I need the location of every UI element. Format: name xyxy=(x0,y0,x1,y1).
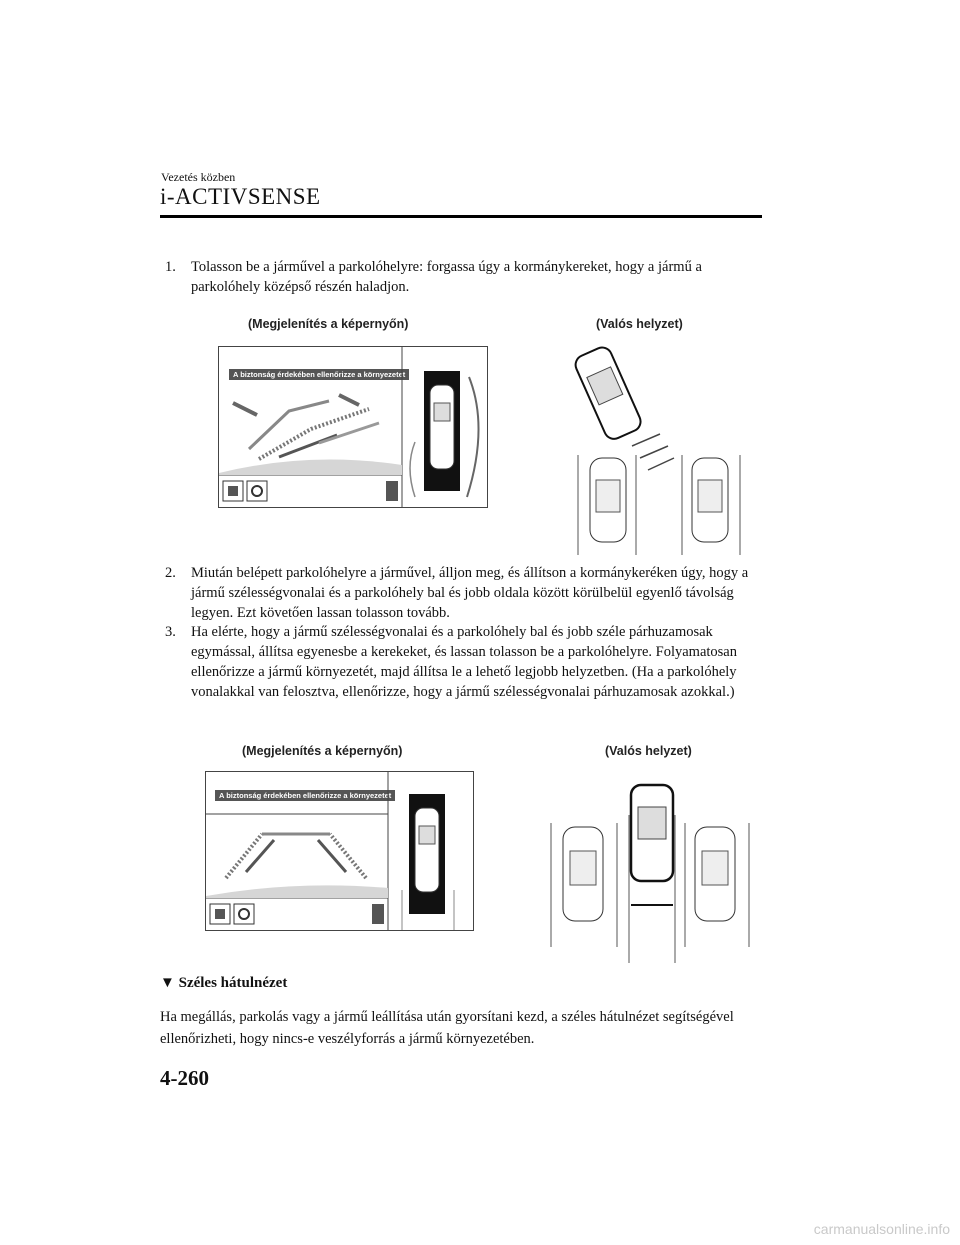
step-number: 3. xyxy=(165,624,176,640)
figure2-camera-screen xyxy=(205,771,474,931)
watermark: carmanualsonline.info xyxy=(813,1221,950,1237)
figure1-safety-banner: A biztonság érdekében ellenőrizze a környezetet xyxy=(229,369,409,380)
step-number: 2. xyxy=(165,565,176,581)
body-paragraph: Ha megállás, parkolás vagy a jármű leállítása után gyorsítani kezd, a széles hátulnézet segítségével ellenőrizheti, hogy nincs-e veszélyforrás a jármű környezetében. xyxy=(160,1009,734,1047)
figure1-screen-caption: (Megjelenítés a képernyőn) xyxy=(248,317,409,331)
header-rule xyxy=(160,215,762,218)
subsection-marker: ▼ xyxy=(160,975,175,991)
figure2-screen-caption: (Megjelenítés a képernyőn) xyxy=(242,744,403,758)
figure1-real-caption: (Valós helyzet) xyxy=(596,317,683,331)
figure1-screen-drawing xyxy=(219,347,487,507)
figure2-real-caption: (Valós helyzet) xyxy=(605,744,692,758)
step-text: Miután belépett parkolóhelyre a járművel, álljon meg, és állítson a kormánykeréken úgy, hogy a jármű szélességvonalai és a parkolóhely bal és jobb oldala között körülbelül egyenlő távolság legyen. Ezt követően lassan tolasson tovább. xyxy=(191,565,749,621)
page-number: 4-260 xyxy=(160,1066,209,1090)
page-title: i-ACTIVSENSE xyxy=(160,184,321,209)
figure1-real-drawing xyxy=(570,340,750,555)
step-2 xyxy=(165,563,765,623)
step-3 xyxy=(165,622,765,702)
figure2-safety-banner: A biztonság érdekében ellenőrizze a környezetet xyxy=(215,790,395,801)
figure2-real-drawing xyxy=(545,775,755,965)
step-1 xyxy=(165,257,765,297)
subsection-heading xyxy=(160,975,287,992)
step-text: Ha elérte, hogy a jármű szélességvonalai és a parkolóhely bal és jobb széle párhuzamosak egymással, állítsa egyenesbe a kerekeket, és lassan tolasson be a parkolóhelyre. Folyamatosan ellenőrizze a jármű környezetét, majd állítsa le a lehető legjobb helyzetben. (Ha a parkolóhely vonalakkal van felosztva, ellenőrizze, hogy a jármű szélességvonalai párhuzamosak azokkal.) xyxy=(191,624,737,700)
step-number: 1. xyxy=(165,259,176,275)
figure1-camera-screen xyxy=(218,346,488,508)
step-text: Tolasson be a járművel a parkolóhelyre: forgassa úgy a kormánykereket, hogy a jármű a parkolóhely középső részén haladjon. xyxy=(191,259,702,295)
section-label: Vezetés közben xyxy=(161,170,236,184)
figure2-screen-drawing xyxy=(206,772,473,930)
subsection-title: Széles hátulnézet xyxy=(178,975,288,991)
